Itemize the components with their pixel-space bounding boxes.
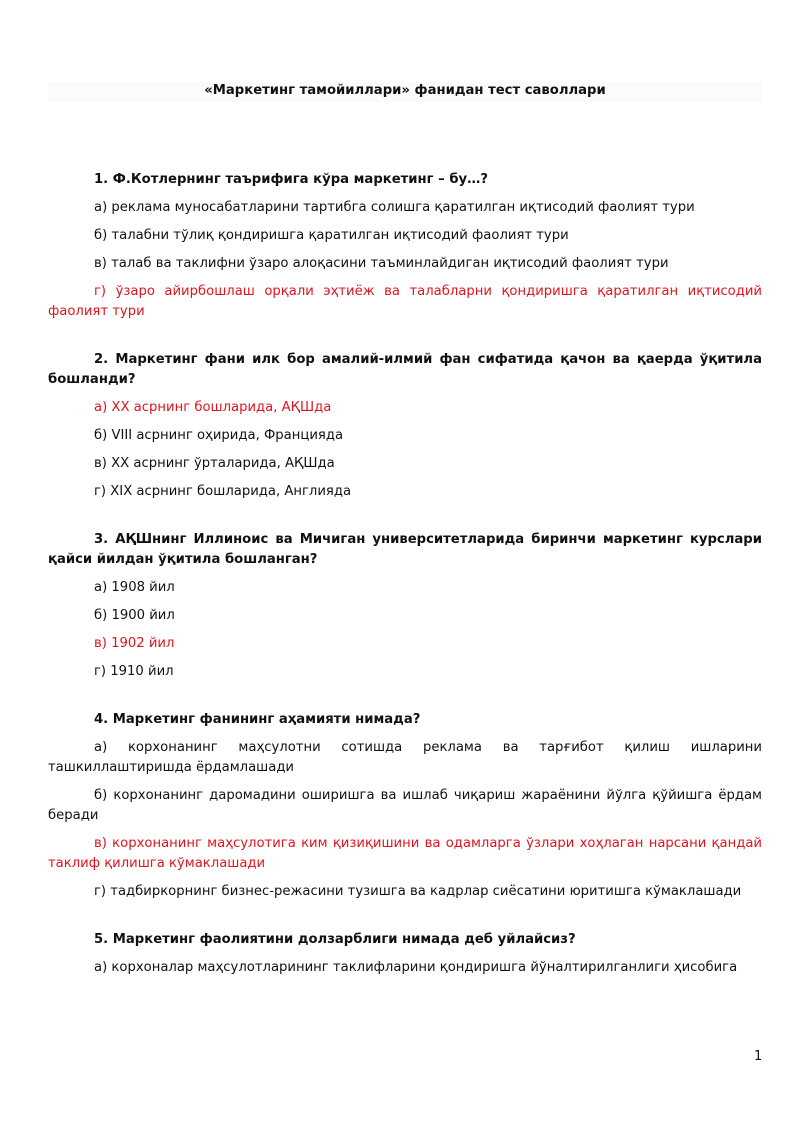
question-3-option-a: а) 1908 йил	[94, 580, 175, 595]
question-1-text: 1. Ф.Котлернинг таърифига кўра маркетинг – бу…?	[94, 172, 488, 187]
question-5-option-a: а) корхоналар маҳсулотларининг таклифларини қондиришга йўналтирилганлиги ҳисобига	[94, 960, 738, 975]
questions-list	[48, 170, 762, 1006]
question-2-option-a-correct: а) XX асрнинг бошларида, АҚШда	[94, 400, 332, 415]
question-block-2	[48, 350, 762, 502]
question-3-option-g: г) 1910 йил	[94, 664, 174, 679]
document-title: «Маркетинг тамойиллари» фанидан тест саволлари	[204, 83, 606, 98]
question-2-option-b: б) VIII асрнинг оҳирида, Францияда	[94, 428, 344, 443]
question-2-option-v: в) XX асрнинг ўрталарида, АҚШда	[94, 456, 335, 471]
question-2-option-g: г) XIX асрнинг бошларида, Англияда	[94, 484, 352, 499]
question-4-option-g: г) тадбиркорнинг бизнес-режасини тузишга ва кадрлар сиёсатини юритишга кўмаклашади	[94, 884, 742, 899]
question-5-text: 5. Маркетинг фаолиятини долзарблиги нимада деб уйлайсиз?	[94, 932, 576, 947]
question-4-option-a: а) корхонанинг маҳсулотни сотишда реклама ва тарғибот қилиш ишларини ташкиллаштиришда ёрдамлашади	[48, 740, 762, 775]
question-4-option-v-correct: в) корхонанинг маҳсулотига ким қизиқишини ва одамларга ўзлари хоҳлаган нарсани қандай таклиф қилишга кўмаклашади	[48, 836, 762, 871]
question-1-option-a: а) реклама муносабатларини тартибга солишга қаратилган иқтисодий фаолият тури	[94, 200, 695, 215]
question-1-option-b: б) талабни тўлиқ қондиришга қаратилган иқтисодий фаолият тури	[94, 228, 569, 243]
question-1-option-g-correct: г) ўзаро айирбошлаш орқали эҳтиёж ва талабларни қондиришга қаратилган иқтисодий фаолият тури	[48, 284, 762, 319]
question-4-option-b: б) корхонанинг даромадини оширишга ва ишлаб чиқариш жараёнини йўлга қўйишга ёрдам беради	[48, 788, 762, 823]
question-block-5	[48, 930, 762, 978]
question-block-4	[48, 710, 762, 902]
question-block-3	[48, 530, 762, 682]
question-3-option-v-correct: в) 1902 йил	[94, 636, 175, 651]
question-2-text: 2. Маркетинг фани илк бор амалий-илмий фан сифатида қачон ва қаерда ўқитила бошланди?	[48, 352, 762, 387]
question-block-1	[48, 170, 762, 322]
question-3-option-b: б) 1900 йил	[94, 608, 175, 623]
question-1-option-v: в) талаб ва таклифни ўзаро алоқасини таъминлайдиган иқтисодий фаолият тури	[94, 256, 669, 271]
question-4-text: 4. Маркетинг фанининг аҳамияти нимада?	[94, 712, 421, 727]
question-3-text: 3. АҚШнинг Иллиноис ва Мичиган университетларида биринчи маркетинг курслари қайси йилдан ўқитила бошланган?	[48, 532, 762, 567]
page-number: 1	[754, 1049, 763, 1064]
